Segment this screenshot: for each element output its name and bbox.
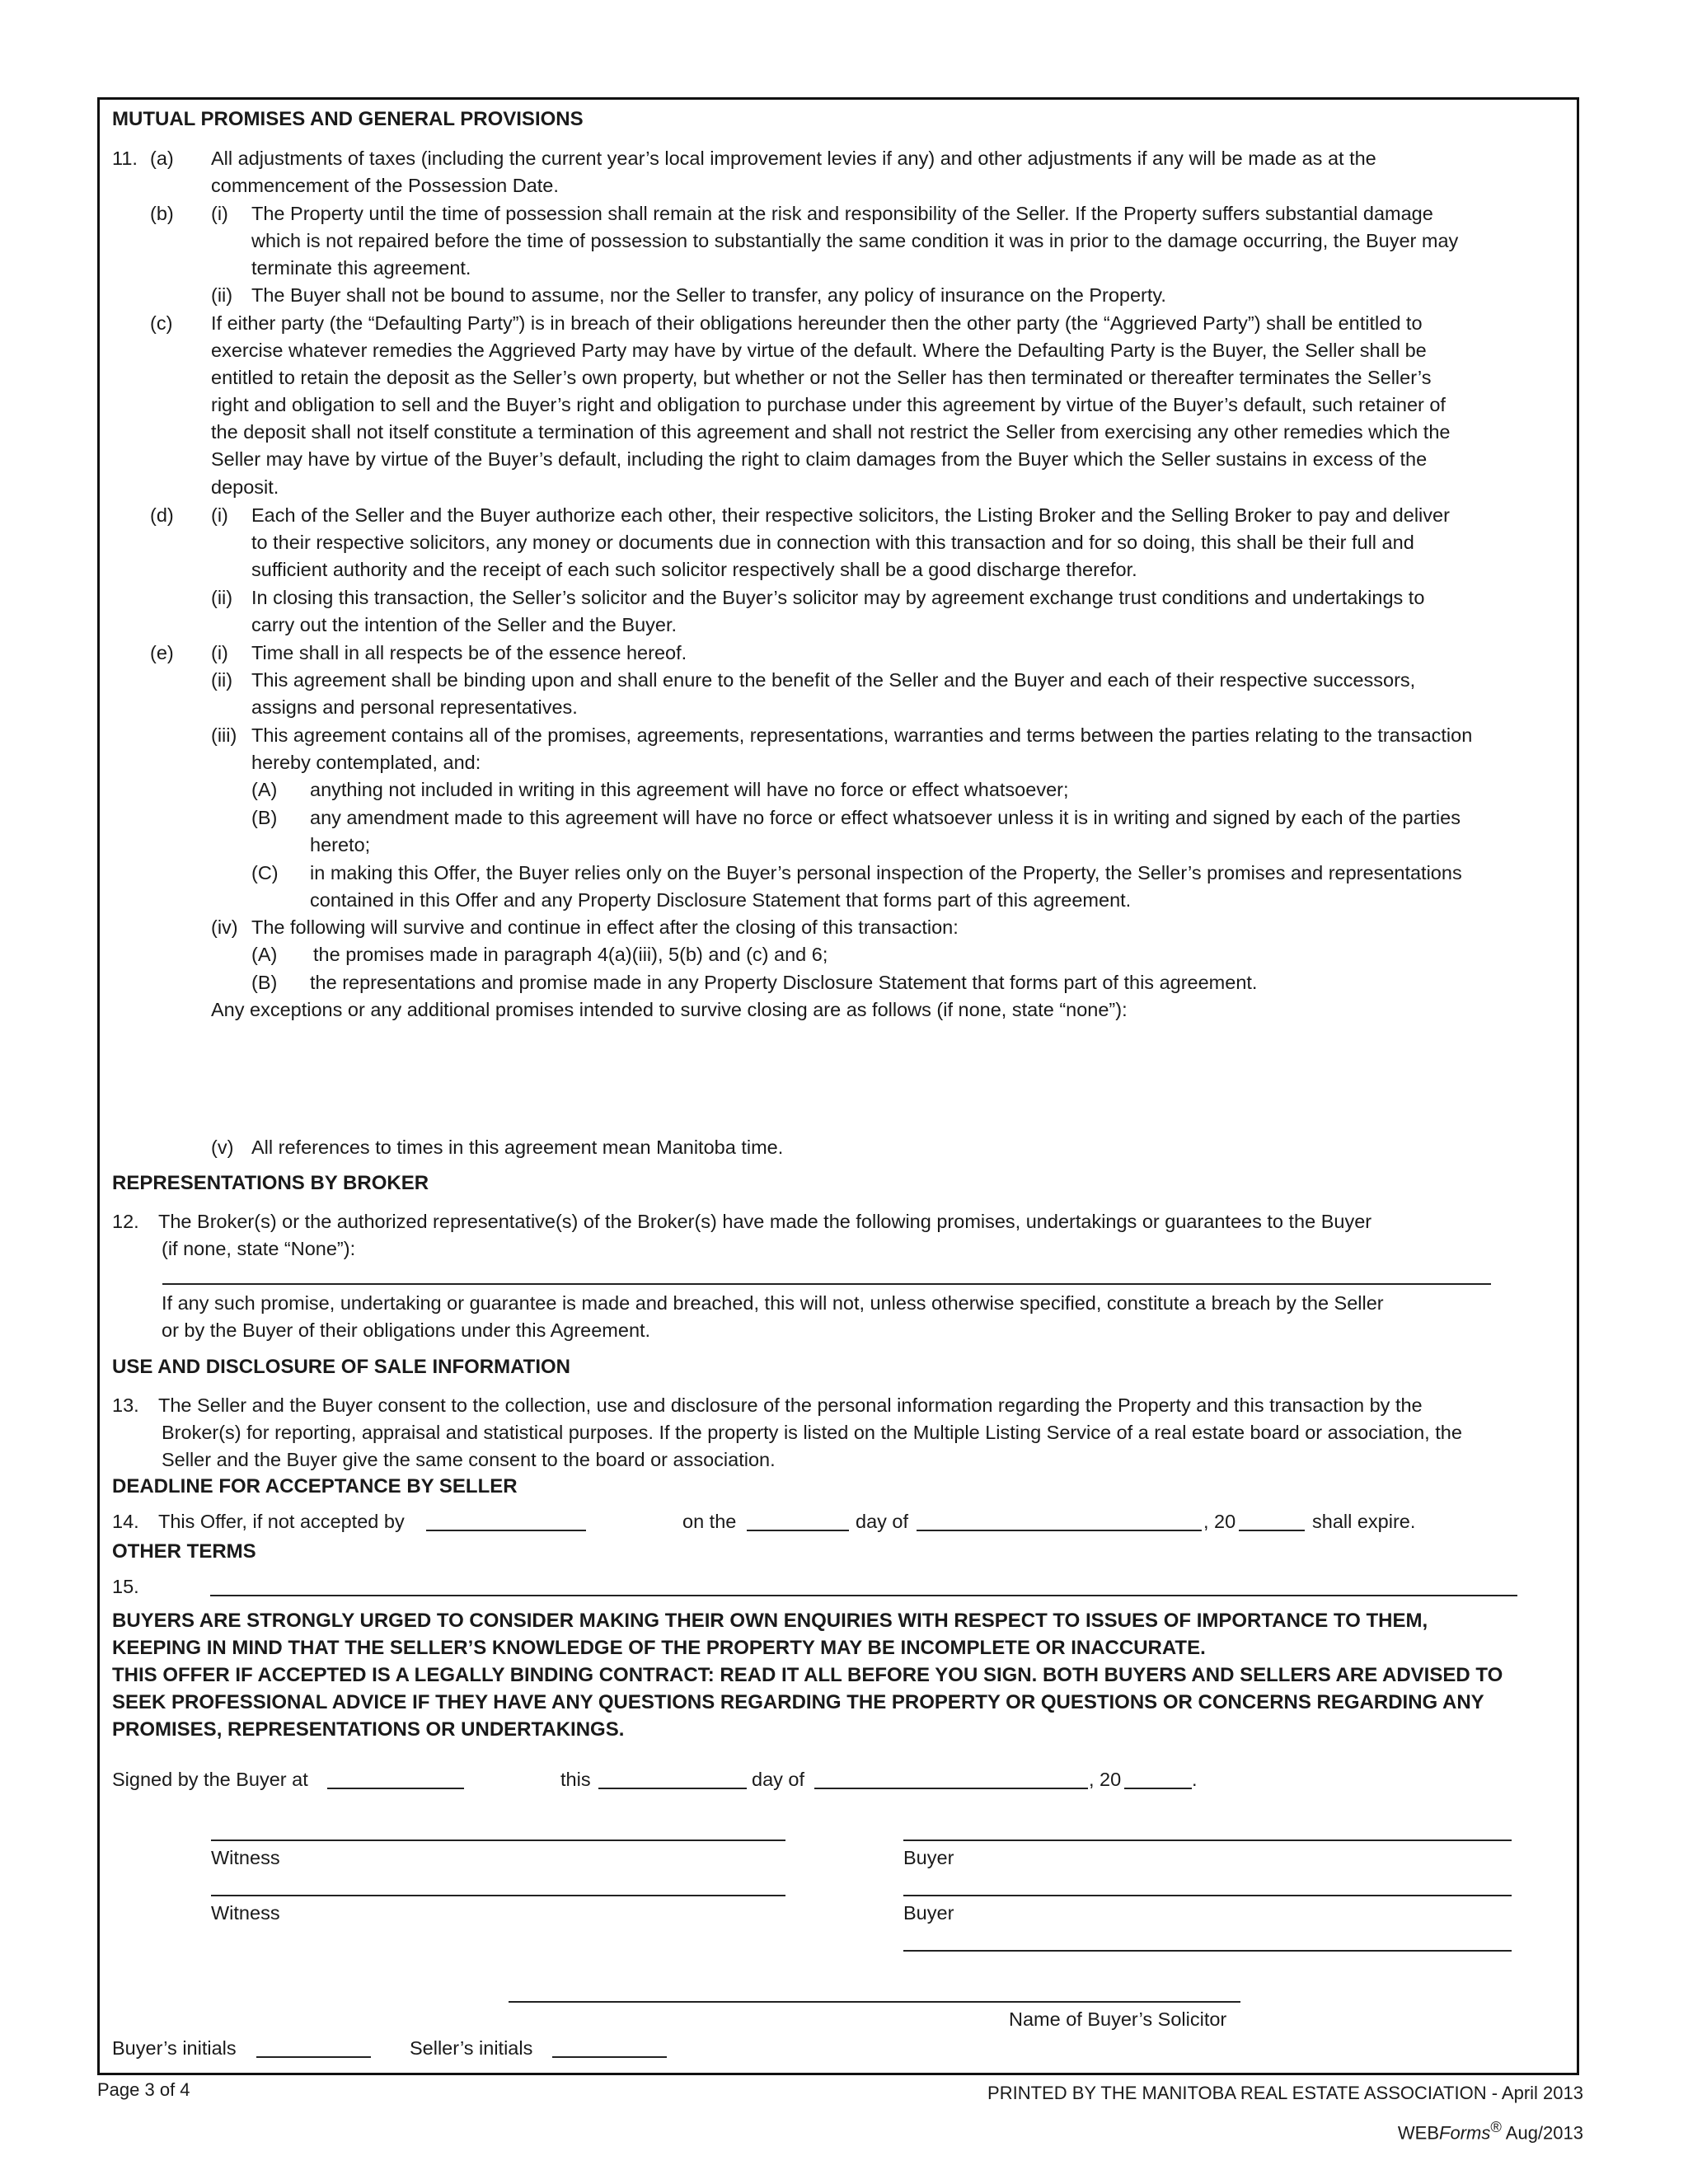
- signed-at-field[interactable]: [327, 1788, 464, 1789]
- para-11e-label: (e): [150, 642, 174, 663]
- para-11b-i-line: terminate this agreement.: [251, 257, 471, 279]
- webforms-part: WEB: [1397, 2122, 1440, 2144]
- para-11e-ii-label: (ii): [211, 669, 233, 691]
- buyer-signature-line-2[interactable]: [903, 1895, 1512, 1896]
- para-14-text: day of: [856, 1511, 909, 1532]
- para-13-line: Broker(s) for reporting, appraisal and statistical purposes. If the property is listed on the Multiple Listing Service of a real estate board or association, the: [162, 1422, 1462, 1443]
- signed-day-field[interactable]: [598, 1788, 747, 1789]
- para-11b-i-label: (i): [211, 203, 228, 224]
- para-11c-line: Seller may have by virtue of the Buyer’s default, including the right to claim damages from the Buyer which the Seller sustains in excess of the: [211, 448, 1428, 470]
- para-11a-line: commencement of the Possession Date.: [211, 175, 559, 196]
- other-terms-line[interactable]: [210, 1595, 1517, 1596]
- para-11e-iv-B-line: the representations and promise made in any Property Disclosure Statement that forms part of this agreement.: [310, 972, 1258, 993]
- para-11c-line: entitled to retain the deposit as the Seller’s own property, but whether or not the Seller has then terminated or thereafter terminates the Seller’s: [211, 367, 1432, 388]
- para-11c-label: (c): [150, 312, 173, 334]
- para-11e-iv-A-line: the promises made in paragraph 4(a)(iii), 5(b) and (c) and 6;: [313, 944, 828, 965]
- buyer-initials-field[interactable]: [256, 2056, 371, 2058]
- para-15-number: 15.: [112, 1576, 139, 1597]
- para-11e-ii-line: assigns and personal representatives.: [251, 696, 578, 718]
- para-11c-line: deposit.: [211, 476, 279, 498]
- para-11-number: 11.: [112, 148, 138, 169]
- section-heading-deadline: DEADLINE FOR ACCEPTANCE BY SELLER: [112, 1475, 518, 1497]
- deadline-month-field[interactable]: [917, 1530, 1202, 1531]
- para-11d-label: (d): [150, 504, 174, 526]
- para-13-line: Seller and the Buyer give the same consent to the board or association.: [162, 1449, 776, 1470]
- para-11e-iii-B-line: any amendment made to this agreement will have no force or effect whatsoever unless it is in writing and signed by each of the parties: [310, 807, 1461, 828]
- section-heading-disclosure: USE AND DISCLOSURE OF SALE INFORMATION: [112, 1356, 571, 1378]
- broker-promises-line[interactable]: [162, 1283, 1491, 1285]
- para-11b-label: (b): [150, 203, 174, 224]
- printed-by: PRINTED BY THE MANITOBA REAL ESTATE ASSOCIATION - April 2013: [987, 2083, 1583, 2103]
- seller-initials-label: Seller’s initials: [410, 2037, 533, 2059]
- para-11e-iii-C-label: (C): [251, 862, 279, 883]
- para-11d-i-line: sufficient authority and the receipt of each such solicitor respectively shall be a good discharge therefor.: [251, 559, 1137, 580]
- section-heading-broker: REPRESENTATIONS BY BROKER: [112, 1172, 429, 1194]
- para-11e-iii-C-line: in making this Offer, the Buyer relies only on the Buyer’s personal inspection of the Property, the Seller’s promises and representations: [310, 862, 1462, 883]
- para-11d-i-line: to their respective solicitors, any money or documents due in connection with this transaction and for so doing, this shall be their full and: [251, 532, 1414, 553]
- webforms-date: Aug/2013: [1501, 2122, 1583, 2144]
- para-11e-i-line: Time shall in all respects be of the essence hereof.: [251, 642, 687, 663]
- signed-month-field[interactable]: [814, 1788, 1088, 1789]
- para-11e-iii-B-label: (B): [251, 807, 278, 828]
- witness-signature-line-2[interactable]: [211, 1895, 785, 1896]
- para-11b-ii-line: The Buyer shall not be bound to assume, nor the Seller to transfer, any policy of insurance on the Property.: [251, 284, 1166, 306]
- warning-line: THIS OFFER IF ACCEPTED IS A LEGALLY BINDING CONTRACT: READ IT ALL BEFORE YOU SIGN. BOTH BUYERS AND SELLERS ARE ADVISED TO: [112, 1664, 1503, 1686]
- para-11b-ii-label: (ii): [211, 284, 233, 306]
- para-11e-ii-line: This agreement shall be binding upon and shall enure to the benefit of the Seller and the Buyer and each of their respective successors,: [251, 669, 1416, 691]
- warning-line: PROMISES, REPRESENTATIONS OR UNDERTAKINGS.: [112, 1718, 625, 1741]
- para-11e-v-label: (v): [211, 1137, 234, 1158]
- signed-year-field[interactable]: [1124, 1788, 1192, 1789]
- para-11a-label: (a): [150, 148, 174, 169]
- webforms-mark: [1398, 2118, 1583, 2144]
- para-11e-iv-line: The following will survive and continue in effect after the closing of this transaction:: [251, 916, 959, 938]
- page-number: Page 3 of 4: [97, 2079, 190, 2100]
- para-11e-iii-B-line: hereto;: [310, 834, 371, 855]
- signed-text: this: [560, 1769, 591, 1790]
- para-13-line: The Seller and the Buyer consent to the collection, use and disclosure of the personal information regarding the Property and this transaction by the: [158, 1394, 1423, 1416]
- warning-line: KEEPING IN MIND THAT THE SELLER’S KNOWLEDGE OF THE PROPERTY MAY BE INCOMPLETE OR INACCURATE.: [112, 1637, 1206, 1659]
- para-11c-line: right and obligation to sell and the Buyer’s right and obligation to purchase under this agreement by virtue of the Buyer’s default, such retainer of: [211, 394, 1446, 415]
- para-11e-iv-exceptions: Any exceptions or any additional promises intended to survive closing are as follows (if none, state “none”):: [211, 999, 1128, 1020]
- para-11c-line: exercise whatever remedies the Aggrieved Party may have by virtue of the default. Where the Defaulting Party is the Buyer, the Seller shall be: [211, 340, 1427, 361]
- para-13-number: 13.: [112, 1394, 139, 1416]
- para-12-line: (if none, state “None”):: [162, 1238, 356, 1259]
- para-11d-ii-line: In closing this transaction, the Seller’s solicitor and the Buyer’s solicitor may by agreement exchange trust conditions and undertakings to: [251, 587, 1425, 608]
- deadline-time-field[interactable]: [426, 1530, 586, 1531]
- para-11e-iii-A-label: (A): [251, 779, 278, 800]
- seller-initials-field[interactable]: [552, 2056, 667, 2058]
- warning-line: SEEK PROFESSIONAL ADVICE IF THEY HAVE ANY QUESTIONS REGARDING THE PROPERTY OR QUESTIONS OR CONCERNS REGARDING ANY: [112, 1691, 1484, 1713]
- para-12-line: The Broker(s) or the authorized representative(s) of the Broker(s) have made the following promises, undertakings or guarantees to the Buyer: [158, 1211, 1372, 1232]
- para-11a-line: All adjustments of taxes (including the current year’s local improvement levies if any) and other adjustments if any will be made as at the: [211, 148, 1376, 169]
- para-11d-ii-line: carry out the intention of the Seller and the Buyer.: [251, 614, 678, 635]
- para-11e-iii-A-line: anything not included in writing in this agreement will have no force or effect whatsoever;: [310, 779, 1069, 800]
- deadline-year-field[interactable]: [1239, 1530, 1305, 1531]
- warning-line: BUYERS ARE STRONGLY URGED TO CONSIDER MAKING THEIR OWN ENQUIRIES WITH RESPECT TO ISSUES OF IMPORTANCE TO THEM,: [112, 1610, 1428, 1632]
- para-11e-i-label: (i): [211, 642, 228, 663]
- para-14-text: on the: [682, 1511, 737, 1532]
- deadline-day-field[interactable]: [747, 1530, 849, 1531]
- buyer-address-line[interactable]: [903, 1950, 1512, 1952]
- buyer-initials-label: Buyer’s initials: [112, 2037, 237, 2059]
- para-12-number: 12.: [112, 1211, 139, 1232]
- para-12-line: or by the Buyer of their obligations under this Agreement.: [162, 1319, 651, 1341]
- witness-signature-line-1[interactable]: [211, 1840, 785, 1841]
- para-14-number: 14.: [112, 1511, 139, 1532]
- section-heading-other: OTHER TERMS: [112, 1540, 256, 1563]
- para-14-text: This Offer, if not accepted by: [158, 1511, 405, 1532]
- para-14-text: , 20: [1203, 1511, 1236, 1532]
- para-12-line: If any such promise, undertaking or guarantee is made and breached, this will not, unless otherwise specified, constitute a breach by the Seller: [162, 1292, 1384, 1314]
- para-11e-v-line: All references to times in this agreement mean Manitoba time.: [251, 1137, 784, 1158]
- buyer-label-1: Buyer: [903, 1847, 954, 1868]
- para-11d-i-line: Each of the Seller and the Buyer authorize each other, their respective solicitors, the Listing Broker and the Selling Broker to pay and deliver: [251, 504, 1450, 526]
- signed-text: day of: [752, 1769, 805, 1790]
- solicitor-name-line[interactable]: [509, 2001, 1240, 2003]
- para-11d-i-label: (i): [211, 504, 228, 526]
- para-11d-ii-label: (ii): [211, 587, 233, 608]
- buyer-signature-line-1[interactable]: [903, 1840, 1512, 1841]
- witness-label-1: Witness: [211, 1847, 280, 1868]
- para-11b-i-line: which is not repaired before the time of possession to substantially the same condition it was in prior to the damage occurring, the Buyer may: [251, 230, 1459, 251]
- solicitor-label: Name of Buyer’s Solicitor: [1009, 2008, 1227, 2030]
- buyer-label-2: Buyer: [903, 1902, 954, 1924]
- para-11e-iii-line: This agreement contains all of the promises, agreements, representations, warranties and terms between the parties relating to the transaction: [251, 724, 1473, 746]
- signed-text: .: [1192, 1769, 1198, 1790]
- para-11c-line: If either party (the “Defaulting Party”) is in breach of their obligations hereunder then the other party (the “Aggrieved Party”) shall be entitled to: [211, 312, 1423, 334]
- signed-text: Signed by the Buyer at: [112, 1769, 308, 1790]
- para-11e-iii-C-line: contained in this Offer and any Property Disclosure Statement that forms part of this agreement.: [310, 889, 1132, 911]
- signed-text: , 20: [1089, 1769, 1122, 1790]
- para-11e-iv-label: (iv): [211, 916, 238, 938]
- para-11e-iii-line: hereby contemplated, and:: [251, 752, 481, 773]
- para-11c-line: the deposit shall not itself constitute a termination of this agreement and shall not restrict the Seller from exercising any other remedies which the: [211, 421, 1451, 443]
- para-11e-iv-A-label: (A): [251, 944, 278, 965]
- witness-label-2: Witness: [211, 1902, 280, 1924]
- registered-mark: ®: [1490, 2118, 1502, 2135]
- section-heading-mutual: MUTUAL PROMISES AND GENERAL PROVISIONS: [112, 108, 584, 130]
- para-11b-i-line: The Property until the time of possession shall remain at the risk and responsibility of the Seller. If the Property suffers substantial damage: [251, 203, 1433, 224]
- webforms-part: Forms: [1439, 2122, 1491, 2144]
- para-11e-iv-B-label: (B): [251, 972, 278, 993]
- para-11e-iii-label: (iii): [211, 724, 237, 746]
- para-14-text: shall expire.: [1312, 1511, 1416, 1532]
